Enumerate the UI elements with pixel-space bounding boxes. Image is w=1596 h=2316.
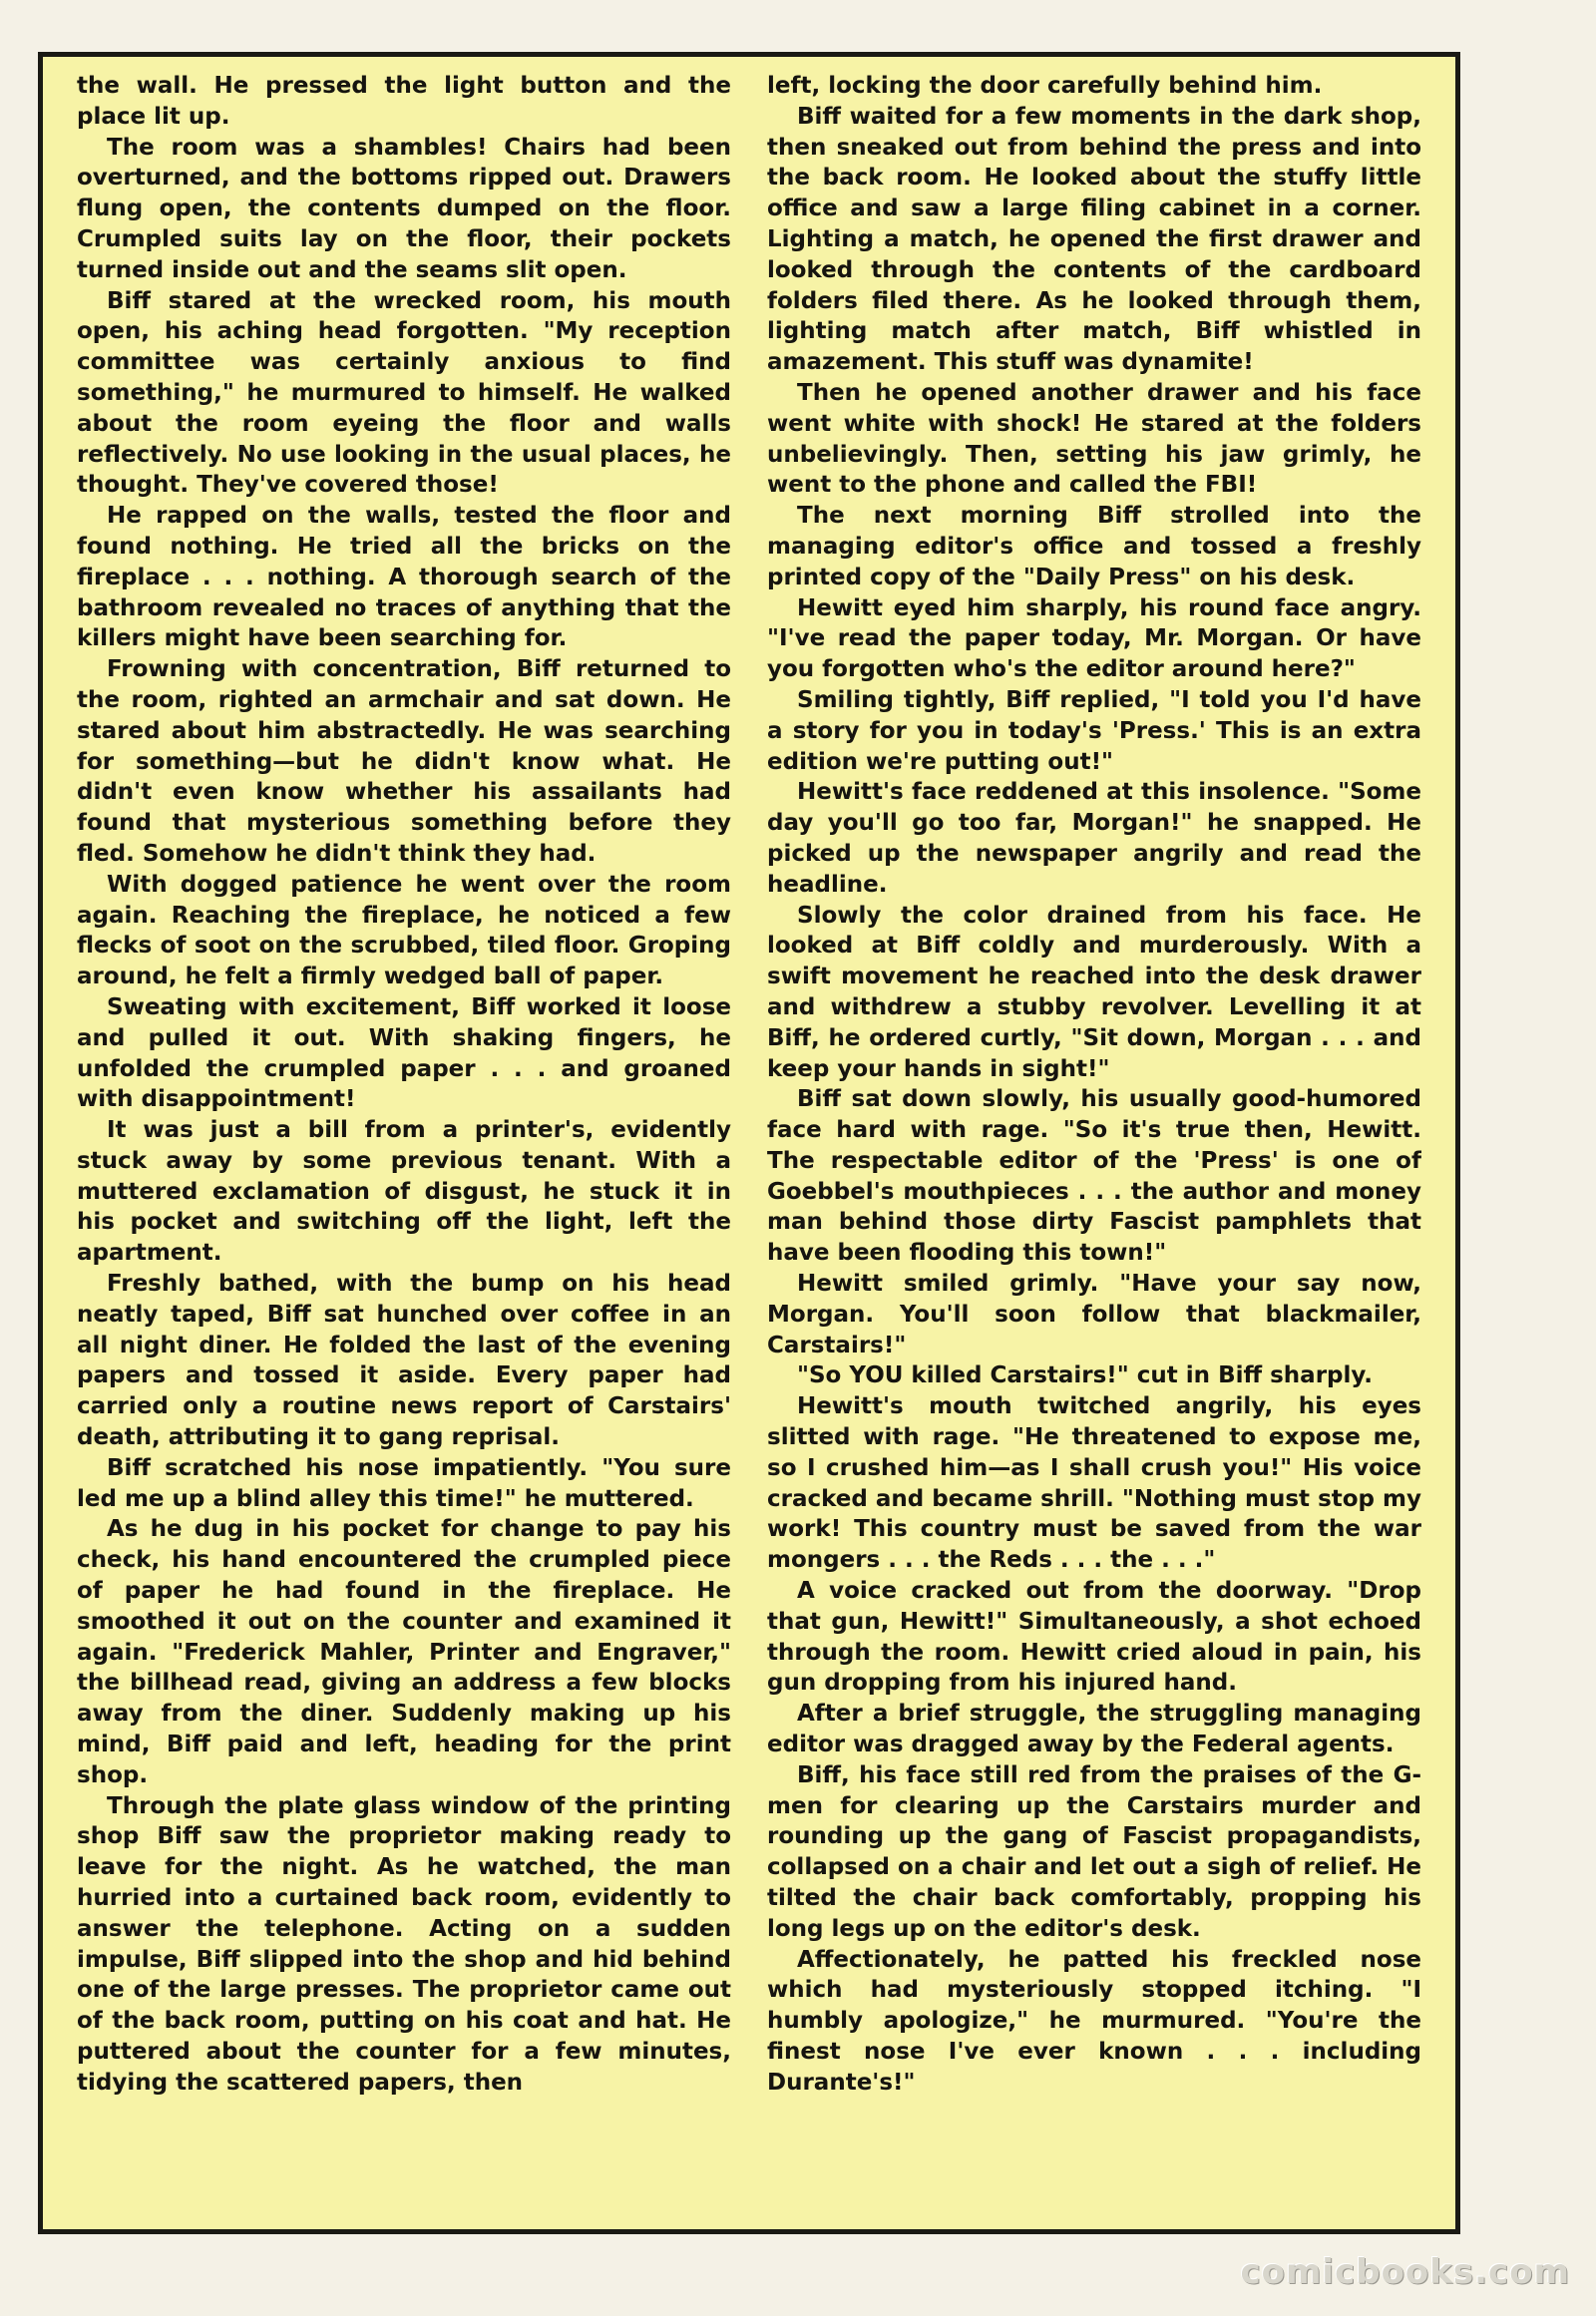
paragraph: Through the plate glass window of the printing shop Biff saw the proprietor making ready to leave for the night. As he watched, the man hurried into a curtained back room, evidently to answer the telephone. Acting on a sudden impulse, Biff slipped into the shop and hid behind one of the large presses. The proprietor came out of the back room, putting on his coat and hat. He puttered about the counter for a few minutes, tidying the scattered papers, then [77, 1792, 731, 2096]
paragraph: Then he opened another drawer and his face went white with shock! He stared at the folders unbelievingly. Then, setting his jaw grimly, he went to the phone and called the FBI! [767, 379, 1421, 499]
paragraph: Hewitt's face reddened at this insolence. "Some day you'll go too far, Morgan!" he snapped. He picked up the newspaper angrily and read the headline. [767, 779, 1421, 898]
paragraph: A voice cracked out from the doorway. "Drop that gun, Hewitt!" Simultaneously, a shot echoed through the room. Hewitt cried aloud in pain, his gun dropping from his injured hand. [767, 1578, 1421, 1697]
paragraph: It was just a bill from a printer's, evidently stuck away by some previous tenant. With a muttered exclamation of disgust, he stuck it in his pocket and switching off the light, left the apartment. [77, 1117, 731, 1267]
paragraph: Biff sat down slowly, his usually good-humored face hard with rage. "So it's true then, Hewitt. The respectable editor of the 'Press' is one of Goebbel's mouthpieces . . . the author and money man behind those dirty Fascist pamphlets that have been flooding this town!" [767, 1086, 1421, 1267]
paragraph: Freshly bathed, with the bump on his head neatly taped, Biff sat hunched over coffee in an all night diner. He folded the last of the evening papers and tossed it aside. Every paper had carried only a routine news report of Carstairs' death, attributing it to gang reprisal. [77, 1271, 731, 1451]
left-text-column [77, 71, 731, 2219]
paragraph: Smiling tightly, Biff replied, "I told you I'd have a story for you in today's 'Press.' This is an extra edition we're putting out!" [767, 686, 1421, 775]
paragraph: As he dug in his pocket for change to pay his check, his hand encountered the crumpled piece of paper he had found in the fireplace. He smoothed it out on the counter and examined it again. "Frederick Mahler, Printer and Engraver," the billhead read, giving an address a few blocks away from the diner. Suddenly making up his mind, Biff paid and left, heading for the print shop. [77, 1516, 731, 1788]
paragraph: After a brief struggle, the struggling managing editor was dragged away by the Federal agents. [767, 1701, 1421, 1758]
watermark: comicbooks.com [1240, 2252, 1570, 2292]
paragraph: He rapped on the walls, tested the floor and found nothing. He tried all the bricks on the fireplace . . . nothing. A thorough search of the bathroom revealed no traces of anything that the killers might have been searching for. [77, 503, 731, 652]
paragraph: Frowning with concentration, Biff returned to the room, righted an armchair and sat down. He stared about him abstractedly. He was searching for something—but he didn't know what. He didn't even know whether his assailants had found that mysterious something before they fled. Somehow he didn't think they had. [77, 656, 731, 867]
paragraph: The next morning Biff strolled into the managing editor's office and tossed a freshly printed copy of the "Daily Press" on his desk. [767, 503, 1421, 590]
paragraph: The room was a shambles! Chairs had been overturned, and the bottoms ripped out. Drawers flung open, the contents dumped on the floor. Crumpled suits lay on the floor, their pockets turned inside out and the seams slit open. [77, 134, 731, 283]
story-text-panel [38, 52, 1460, 2234]
paragraph: the wall. He pressed the light button and the place lit up. [77, 73, 731, 130]
paragraph: Affectionately, he patted his freckled nose which had mysteriously stopped itching. "I humbly apologize," he murmured. "You're the finest nose I've ever known . . . including Durante's!" [767, 1946, 1421, 2096]
paragraph: Biff waited for a few moments in the dark shop, then sneaked out from behind the press and into the back room. He looked about the stuffy little office and saw a large filing cabinet in a corner. Lighting a match, he opened the first drawer and looked through the contents of the cardboard folders filed there. As he looked through them, lighting match after match, Biff whistled in amazement. This stuff was dynamite! [767, 103, 1421, 376]
paragraph: "So YOU killed Carstairs!" cut in Biff sharply. [797, 1362, 1374, 1389]
paragraph: Hewitt smiled grimly. "Have your say now, Morgan. You'll soon follow that blackmailer, Carstairs!" [767, 1271, 1421, 1358]
paragraph: With dogged patience he went over the room again. Reaching the fireplace, he noticed a few flecks of soot on the scrubbed, tiled floor. Groping around, he felt a firmly wedged ball of paper. [77, 871, 731, 990]
paragraph: Slowly the color drained from his face. He looked at Biff coldly and murderously. With a swift movement he reached into the desk drawer and withdrew a stubby revolver. Levelling it at Biff, he ordered curtly, "Sit down, Morgan . . . and keep your hands in sight!" [767, 902, 1421, 1082]
paragraph: left, locking the door carefully behind him. [767, 73, 1323, 99]
paragraph: Hewitt's mouth twitched angrily, his eyes slitted with rage. "He threatened to expose me, so I crushed him—as I shall crush you!" His voice cracked and became shrill. "Nothing must stop my work! This country must be saved from the war mongers . . . the Reds . . . the . . ." [767, 1393, 1421, 1574]
paragraph: Biff stared at the wrecked room, his mouth open, his aching head forgotten. "My reception committee was certainly anxious to find something," he murmured to himself. He walked about the room eyeing the floor and walls reflectively. No use looking in the usual places, he thought. They've covered those! [77, 287, 731, 499]
paragraph: Biff, his face still red from the praises of the G-men for clearing up the Carstairs murder and rounding up the gang of Fascist propagandists, collapsed on a chair and let out a sigh of relief. He tilted the chair back comfortably, propping his long legs up on the editor's desk. [767, 1761, 1421, 1942]
right-text-column [767, 71, 1421, 2219]
paragraph: Hewitt eyed him sharply, his round face angry. "I've read the paper today, Mr. Morgan. Or have you forgotten who's the editor around here?" [767, 594, 1421, 683]
paragraph: Biff scratched his nose impatiently. "You sure led me up a blind alley this time!" he muttered. [77, 1454, 731, 1512]
paragraph: Sweating with excitement, Biff worked it loose and pulled it out. With shaking fingers, he unfolded the crumpled paper . . . and groaned with disappointment! [77, 993, 731, 1113]
